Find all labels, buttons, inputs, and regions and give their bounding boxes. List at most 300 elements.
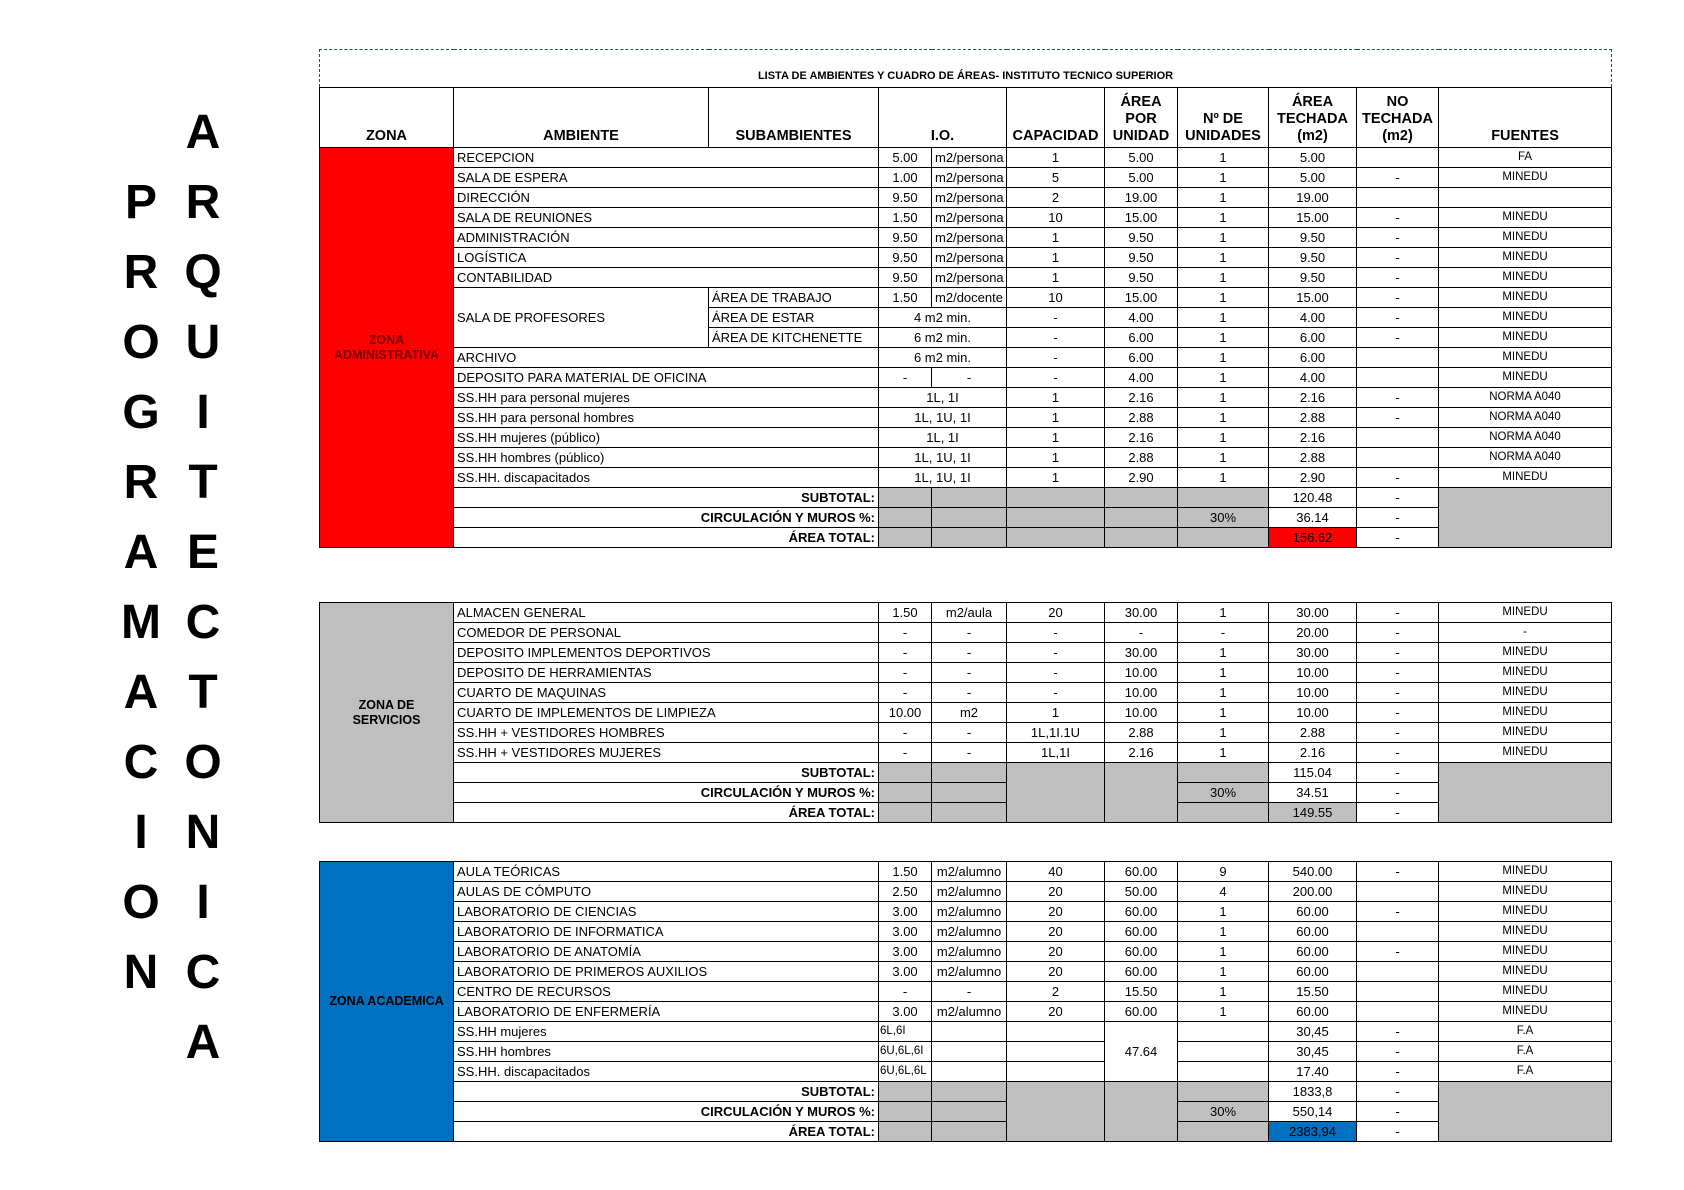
cell-capacidad: - — [1007, 643, 1105, 663]
gray-cell — [1105, 508, 1178, 528]
cell-area-unidad: 9.50 — [1105, 248, 1178, 268]
cell-unidades: 1 — [1178, 643, 1269, 663]
cell-io-unit: m2/alumno — [932, 1002, 1007, 1022]
gray-cell — [1007, 488, 1105, 508]
table-zona-servicios — [319, 602, 1611, 823]
table-row — [320, 248, 1612, 268]
cell-no-techada: - — [1357, 1022, 1439, 1042]
cell-subambiente: ÁREA DE ESTAR — [709, 308, 879, 328]
table-row — [320, 188, 1612, 208]
gray-cell — [1105, 488, 1178, 508]
cell-ambiente: SS.HH. discapacitados — [454, 468, 879, 488]
table-row — [320, 268, 1612, 288]
cell-fuentes: MINEDU — [1439, 643, 1612, 663]
cell-fuentes: - — [1439, 623, 1612, 643]
cell-capacidad: 1 — [1007, 148, 1105, 168]
cell-io: 1L, 1U, 1I — [879, 448, 1007, 468]
cell-io-value: 3.00 — [879, 902, 932, 922]
cell-unidades: 4 — [1178, 882, 1269, 902]
cell-ambiente: SS.HH mujeres (público) — [454, 428, 879, 448]
circulacion-label: CIRCULACIÓN Y MUROS %: — [454, 508, 879, 528]
table-row — [320, 623, 1612, 643]
circulacion-pct — [1178, 528, 1269, 548]
cell-no-techada: - — [1357, 942, 1439, 962]
cell-au: 4.00 — [1105, 308, 1178, 328]
cell-io-unit: - — [932, 643, 1007, 663]
vertical-letter: M — [121, 596, 161, 649]
cell-fuentes: MINEDU — [1439, 663, 1612, 683]
cell-area-techada: 17.40 — [1269, 1062, 1357, 1082]
cell-io-value: - — [879, 368, 932, 388]
cell-capacidad: 10 — [1007, 208, 1105, 228]
vertical-letter: E — [186, 526, 219, 579]
table-row — [320, 603, 1612, 623]
vertical-letter: I — [196, 876, 210, 929]
cell-unidades: 1 — [1178, 248, 1269, 268]
cell-cap: - — [1007, 328, 1105, 348]
cell-io-unit: - — [932, 368, 1007, 388]
vertical-letter: N — [123, 946, 159, 999]
cell-capacidad: 40 — [1007, 862, 1105, 882]
cell-io-value: - — [879, 743, 932, 763]
cell-fuentes: FA — [1439, 148, 1612, 168]
cell-io-unit: m2/persona — [932, 248, 1007, 268]
gray-cell — [932, 783, 1007, 803]
vertical-title-programacion — [106, 168, 176, 1008]
zone-label-line: SERVICIOS — [352, 712, 421, 727]
subtotal-value: 120.48 — [1269, 488, 1357, 508]
cell-ambiente: RECEPCION — [454, 148, 879, 168]
cell-fuentes: F.A — [1439, 1042, 1612, 1062]
cell-area-unidad: 5.00 — [1105, 168, 1178, 188]
cell-area-techada: 60.00 — [1269, 922, 1357, 942]
summary-row-subtotal — [320, 1082, 1612, 1102]
cell-ambiente: LABORATORIO DE CIENCIAS — [454, 902, 879, 922]
vertical-letter: R — [123, 246, 159, 299]
cell-area-techada: 5.00 — [1269, 168, 1357, 188]
cell-capacidad: - — [1007, 623, 1105, 643]
cell-fuentes: MINEDU — [1439, 942, 1612, 962]
cell-io-unit: - — [932, 663, 1007, 683]
cell-area-unidad: 60.00 — [1105, 962, 1178, 982]
cell-area-techada: 2.88 — [1269, 448, 1357, 468]
cell-capacidad: 1 — [1007, 468, 1105, 488]
cell-fuentes: MINEDU — [1439, 683, 1612, 703]
cell-area-unidad: 6.00 — [1105, 348, 1178, 368]
cell-no-techada — [1357, 1002, 1439, 1022]
cell-unidades: 1 — [1178, 188, 1269, 208]
vertical-letter: O — [184, 736, 222, 789]
cell-capacidad: 1 — [1007, 408, 1105, 428]
cell-io-value: 1.50 — [879, 288, 932, 308]
cell-unidades: 1 — [1178, 902, 1269, 922]
cell-io-value: 6U,6L,6L — [879, 1062, 932, 1082]
cell-no-techada — [1357, 368, 1439, 388]
header-io: I.O. — [879, 88, 1007, 148]
summary-row-circulacion — [320, 508, 1612, 528]
gray-cell — [932, 763, 1007, 783]
cell-fuentes: MINEDU — [1439, 268, 1612, 288]
cell-ambiente: LABORATORIO DE INFORMATICA — [454, 922, 879, 942]
gray-cell — [932, 528, 1007, 548]
subtotal-no-techada: - — [1357, 763, 1439, 783]
area-total-value: 149.55 — [1269, 803, 1357, 823]
cell-no-techada — [1357, 448, 1439, 468]
cell-capacidad: 1 — [1007, 248, 1105, 268]
cell-fuentes: MINEDU — [1439, 922, 1612, 942]
vertical-letter: A — [123, 526, 159, 579]
cell-io: 4 m2 min. — [879, 308, 1007, 328]
gray-cell — [932, 1102, 1007, 1122]
cell-unidades: 1 — [1178, 428, 1269, 448]
cell-area-techada: 30,45 — [1269, 1042, 1357, 1062]
cell-fuentes: MINEDU — [1439, 882, 1612, 902]
cell-unidades: 1 — [1178, 603, 1269, 623]
cell-area-unidad: 10.00 — [1105, 663, 1178, 683]
gray-cell — [1439, 763, 1612, 823]
cell-area-techada: 60.00 — [1269, 1002, 1357, 1022]
circulacion-value: 34.51 — [1269, 783, 1357, 803]
zone-label-line: ZONA — [368, 332, 405, 347]
circulacion-no-techada: - — [1357, 508, 1439, 528]
cell-ambiente: SS.HH + VESTIDORES MUJERES — [454, 743, 879, 763]
cell-fuentes: MINEDU — [1439, 288, 1612, 308]
cell-capacidad: 20 — [1007, 902, 1105, 922]
cell-fuentes: MINEDU — [1439, 743, 1612, 763]
cell-capacidad: 20 — [1007, 1002, 1105, 1022]
vertical-letter: R — [123, 456, 159, 509]
header-no-techada: NO TECHADA (m2) — [1357, 88, 1439, 148]
cell-area-unidad: 15.00 — [1105, 208, 1178, 228]
cell-io-unit: m2/persona — [932, 188, 1007, 208]
cell-fuentes: MINEDU — [1439, 962, 1612, 982]
cell-unidades: 1 — [1178, 1002, 1269, 1022]
header-unidades: Nº DE UNIDADES — [1178, 88, 1269, 148]
cell-capacidad: 1 — [1007, 448, 1105, 468]
cell-capacidad — [1007, 1062, 1105, 1082]
gray-cell — [932, 508, 1007, 528]
vertical-letter: T — [188, 666, 218, 719]
cell-area-techada: 2.16 — [1269, 428, 1357, 448]
cell-io-value: 3.00 — [879, 1002, 932, 1022]
cell-ambiente: CONTABILIDAD — [454, 268, 879, 288]
gray-cell — [932, 1122, 1007, 1142]
cell-area-techada: 540.00 — [1269, 862, 1357, 882]
cell-capacidad: 5 — [1007, 168, 1105, 188]
cell-area-techada: 15.00 — [1269, 208, 1357, 228]
cell-ambiente: CUARTO DE MAQUINAS — [454, 683, 879, 703]
cell-ambiente: AULA TEÓRICAS — [454, 862, 879, 882]
table-row — [320, 168, 1612, 188]
cell-io-unit: m2/alumno — [932, 942, 1007, 962]
cell-io-unit — [932, 1022, 1007, 1042]
cell-unidades: 1 — [1178, 922, 1269, 942]
header-area-techada: ÁREA TECHADA (m2) — [1269, 88, 1357, 148]
cell-io-unit: - — [932, 723, 1007, 743]
table-row — [320, 208, 1612, 228]
table-row — [320, 408, 1612, 428]
cell-no-techada: - — [1357, 703, 1439, 723]
cell-subambiente: ÁREA DE KITCHENETTE — [709, 328, 879, 348]
cell-at: 6.00 — [1269, 328, 1357, 348]
summary-row-circulacion — [320, 1102, 1612, 1122]
subtotal-no-techada: - — [1357, 488, 1439, 508]
cell-capacidad: 1 — [1007, 428, 1105, 448]
cell-area-unidad: - — [1105, 623, 1178, 643]
cell-area-techada: 4.00 — [1269, 368, 1357, 388]
cell-capacidad — [1007, 1042, 1105, 1062]
header-zona: ZONA — [320, 88, 454, 148]
circulacion-no-techada: - — [1357, 783, 1439, 803]
header-subambientes: SUBAMBIENTES — [709, 88, 879, 148]
cell-unidades: 9 — [1178, 862, 1269, 882]
cell-ambiente: AULAS DE CÓMPUTO — [454, 882, 879, 902]
cell-fuentes: NORMA A040 — [1439, 408, 1612, 428]
gray-cell — [1007, 1082, 1105, 1142]
cell-area-unidad: 2.16 — [1105, 743, 1178, 763]
circulacion-pct: 30% — [1178, 1102, 1269, 1122]
gray-cell — [1007, 528, 1105, 548]
cell-ambiente: ALMACEN GENERAL — [454, 603, 879, 623]
cell-ambiente: ADMINISTRACIÓN — [454, 228, 879, 248]
cell-ambiente: CENTRO DE RECURSOS — [454, 982, 879, 1002]
cell-no-techada: - — [1357, 683, 1439, 703]
cell-area-techada: 6.00 — [1269, 348, 1357, 368]
circulacion-pct — [1178, 1082, 1269, 1102]
gray-cell — [879, 1082, 932, 1102]
cell-ambiente: COMEDOR DE PERSONAL — [454, 623, 879, 643]
cell-io-value: - — [879, 623, 932, 643]
cell-no-techada: - — [1357, 723, 1439, 743]
zone-label — [320, 862, 454, 1142]
cell-fuentes: F.A — [1439, 1062, 1612, 1082]
table-zona-administrativa — [319, 49, 1611, 548]
cell-area-unidad: 5.00 — [1105, 148, 1178, 168]
subtotal-label: SUBTOTAL: — [454, 488, 879, 508]
cell-area-unidad: 60.00 — [1105, 922, 1178, 942]
table-row — [320, 1042, 1612, 1062]
vertical-title-arquitectonica — [168, 98, 238, 1078]
cell-io-unit: m2/persona — [932, 268, 1007, 288]
table-row — [320, 743, 1612, 763]
table-row — [320, 228, 1612, 248]
cell-fuentes: MINEDU — [1439, 368, 1612, 388]
table-row — [320, 942, 1612, 962]
cell-unidades: 1 — [1178, 208, 1269, 228]
vertical-letter: G — [122, 386, 160, 439]
area-total-value: 2383,94 — [1269, 1122, 1357, 1142]
cell-ambiente: SS.HH para personal mujeres — [454, 388, 879, 408]
cell-unidades: 1 — [1178, 683, 1269, 703]
cell-io-unit: m2/alumno — [932, 922, 1007, 942]
table-zona-academica — [319, 861, 1611, 1142]
vertical-letter: C — [185, 946, 221, 999]
cell-io-unit: m2 — [932, 703, 1007, 723]
cell-area-techada: 30.00 — [1269, 643, 1357, 663]
cell-area-unidad: 60.00 — [1105, 1002, 1178, 1022]
table-row — [320, 683, 1612, 703]
cell-capacidad: 2 — [1007, 188, 1105, 208]
cell-capacidad: - — [1007, 683, 1105, 703]
vertical-letter: A — [123, 666, 159, 719]
vertical-letter: T — [188, 456, 218, 509]
cell-area-unidad-sshh: 47.64 — [1105, 1022, 1178, 1082]
cell-no-techada — [1357, 428, 1439, 448]
cell-unidades: 1 — [1178, 268, 1269, 288]
circulacion-value: 36.14 — [1269, 508, 1357, 528]
cell-io-unit — [932, 1062, 1007, 1082]
header-area-unidad: ÁREA POR UNIDAD — [1105, 88, 1178, 148]
cell-capacidad — [1007, 1022, 1105, 1042]
cell-no-techada: - — [1357, 643, 1439, 663]
cell-capacidad: 1L,1I — [1007, 743, 1105, 763]
cell-no-techada: - — [1357, 1042, 1439, 1062]
cell-unidades: 1 — [1178, 663, 1269, 683]
cell-no-techada: - — [1357, 468, 1439, 488]
cell-area-unidad: 2.16 — [1105, 388, 1178, 408]
cell-io: 6 m2 min. — [879, 348, 1007, 368]
header-ambiente: AMBIENTE — [454, 88, 709, 148]
cell-ambiente: DEPOSITO PARA MATERIAL DE OFICINA — [454, 368, 879, 388]
summary-row-circulacion — [320, 783, 1612, 803]
cell-area-techada: 30,45 — [1269, 1022, 1357, 1042]
cell-capacidad: 20 — [1007, 882, 1105, 902]
cell-unidades: 1 — [1178, 228, 1269, 248]
table-row — [320, 1022, 1612, 1042]
cell-area-unidad: 2.88 — [1105, 448, 1178, 468]
cell-fuentes: MINEDU — [1439, 603, 1612, 623]
cell-at: 4.00 — [1269, 308, 1357, 328]
cell-no-techada — [1357, 982, 1439, 1002]
cell-io-value: 6L,6I — [879, 1022, 932, 1042]
cell-nt: - — [1357, 308, 1439, 328]
cell-area-unidad: 60.00 — [1105, 902, 1178, 922]
cell-io-value: 9.50 — [879, 248, 932, 268]
gray-cell — [879, 508, 932, 528]
table-row — [320, 448, 1612, 468]
cell-un: 1 — [1178, 308, 1269, 328]
cell-io-unit: - — [932, 623, 1007, 643]
cell-area-unidad: 2.88 — [1105, 723, 1178, 743]
cell-fuentes: MINEDU — [1439, 468, 1612, 488]
cell-ambiente: DEPOSITO DE HERRAMIENTAS — [454, 663, 879, 683]
cell-no-techada: - — [1357, 623, 1439, 643]
cell-area-unidad: 2.88 — [1105, 408, 1178, 428]
table-row — [320, 862, 1612, 882]
subtotal-value: 1833,8 — [1269, 1082, 1357, 1102]
cell-io-unit: m2/persona — [932, 168, 1007, 188]
cell-io-value: 9.50 — [879, 268, 932, 288]
circulacion-pct: 30% — [1178, 783, 1269, 803]
cell-io: 1L, 1U, 1I — [879, 408, 1007, 428]
cell-un: 1 — [1178, 328, 1269, 348]
vertical-letter: I — [196, 386, 210, 439]
vertical-letter: A — [185, 106, 221, 159]
cell-fuentes: MINEDU — [1439, 168, 1612, 188]
cell-fuentes: NORMA A040 — [1439, 428, 1612, 448]
zone-label-line: ZONA ACADEMICA — [329, 994, 444, 1008]
cell-au: 15.00 — [1105, 288, 1178, 308]
cell-io-value: - — [879, 643, 932, 663]
cell-no-techada — [1357, 922, 1439, 942]
cell-io-value: 9.50 — [879, 228, 932, 248]
cell-fuentes: MINEDU — [1439, 723, 1612, 743]
cell-fuentes: MINEDU — [1439, 348, 1612, 368]
cell-io-value: 3.00 — [879, 922, 932, 942]
table-row — [320, 388, 1612, 408]
cell-io: 1L, 1I — [879, 428, 1007, 448]
cell-fuentes: MINEDU — [1439, 902, 1612, 922]
cell-io-unit: m2/persona — [932, 208, 1007, 228]
table-row — [320, 1062, 1612, 1082]
cell-fuentes: NORMA A040 — [1439, 448, 1612, 468]
cell-area-unidad: 9.50 — [1105, 268, 1178, 288]
zone-label — [320, 148, 454, 548]
table-row — [320, 428, 1612, 448]
circulacion-pct — [1178, 763, 1269, 783]
cell-capacidad: 20 — [1007, 962, 1105, 982]
cell-area-techada: 2.88 — [1269, 408, 1357, 428]
gray-cell — [879, 803, 932, 823]
vertical-letter: Q — [184, 246, 222, 299]
cell-no-techada — [1357, 962, 1439, 982]
cell-area-techada: 60.00 — [1269, 902, 1357, 922]
cell-io-unit: m2/docente — [932, 288, 1007, 308]
vertical-letter: P — [124, 176, 157, 229]
cell-no-techada: - — [1357, 1062, 1439, 1082]
cell-io-value: 10.00 — [879, 703, 932, 723]
cell-io-unit: m2/aula — [932, 603, 1007, 623]
cell-unidades: 1 — [1178, 703, 1269, 723]
cell-fuentes: MINEDU — [1439, 862, 1612, 882]
cell-no-techada — [1357, 348, 1439, 368]
gray-cell — [1439, 1082, 1612, 1142]
vertical-letter: O — [122, 876, 160, 929]
cell-capacidad: 1 — [1007, 388, 1105, 408]
table-row — [320, 663, 1612, 683]
area-total-no-techada: - — [1357, 1122, 1439, 1142]
cell-no-techada: - — [1357, 902, 1439, 922]
cell-unidades — [1178, 1042, 1269, 1062]
cell-area-techada: 20.00 — [1269, 623, 1357, 643]
cell-io-unit: m2/persona — [932, 148, 1007, 168]
gray-cell — [932, 1082, 1007, 1102]
cell-capacidad: 2 — [1007, 982, 1105, 1002]
table-row — [320, 962, 1612, 982]
cell-area-unidad: 50.00 — [1105, 882, 1178, 902]
cell-area-techada: 19.00 — [1269, 188, 1357, 208]
table-row — [320, 643, 1612, 663]
cell-unidades: 1 — [1178, 962, 1269, 982]
cell-no-techada — [1357, 188, 1439, 208]
vertical-letter: N — [185, 806, 221, 859]
cell-unidades: 1 — [1178, 148, 1269, 168]
vertical-letter: R — [185, 176, 221, 229]
vertical-letter: C — [185, 596, 221, 649]
cell-io: 1L, 1I — [879, 388, 1007, 408]
cell-area-unidad: 4.00 — [1105, 368, 1178, 388]
area-total-no-techada: - — [1357, 803, 1439, 823]
cell-area-techada: 2.90 — [1269, 468, 1357, 488]
cell-area-unidad: 2.90 — [1105, 468, 1178, 488]
cell-io-value: - — [879, 723, 932, 743]
cell-area-unidad: 60.00 — [1105, 942, 1178, 962]
cell-cap: 10 — [1007, 288, 1105, 308]
summary-row-area-total — [320, 803, 1612, 823]
cell-unidades: 1 — [1178, 723, 1269, 743]
cell-ambiente: SALA DE ESPERA — [454, 168, 879, 188]
cell-unidades — [1178, 1062, 1269, 1082]
